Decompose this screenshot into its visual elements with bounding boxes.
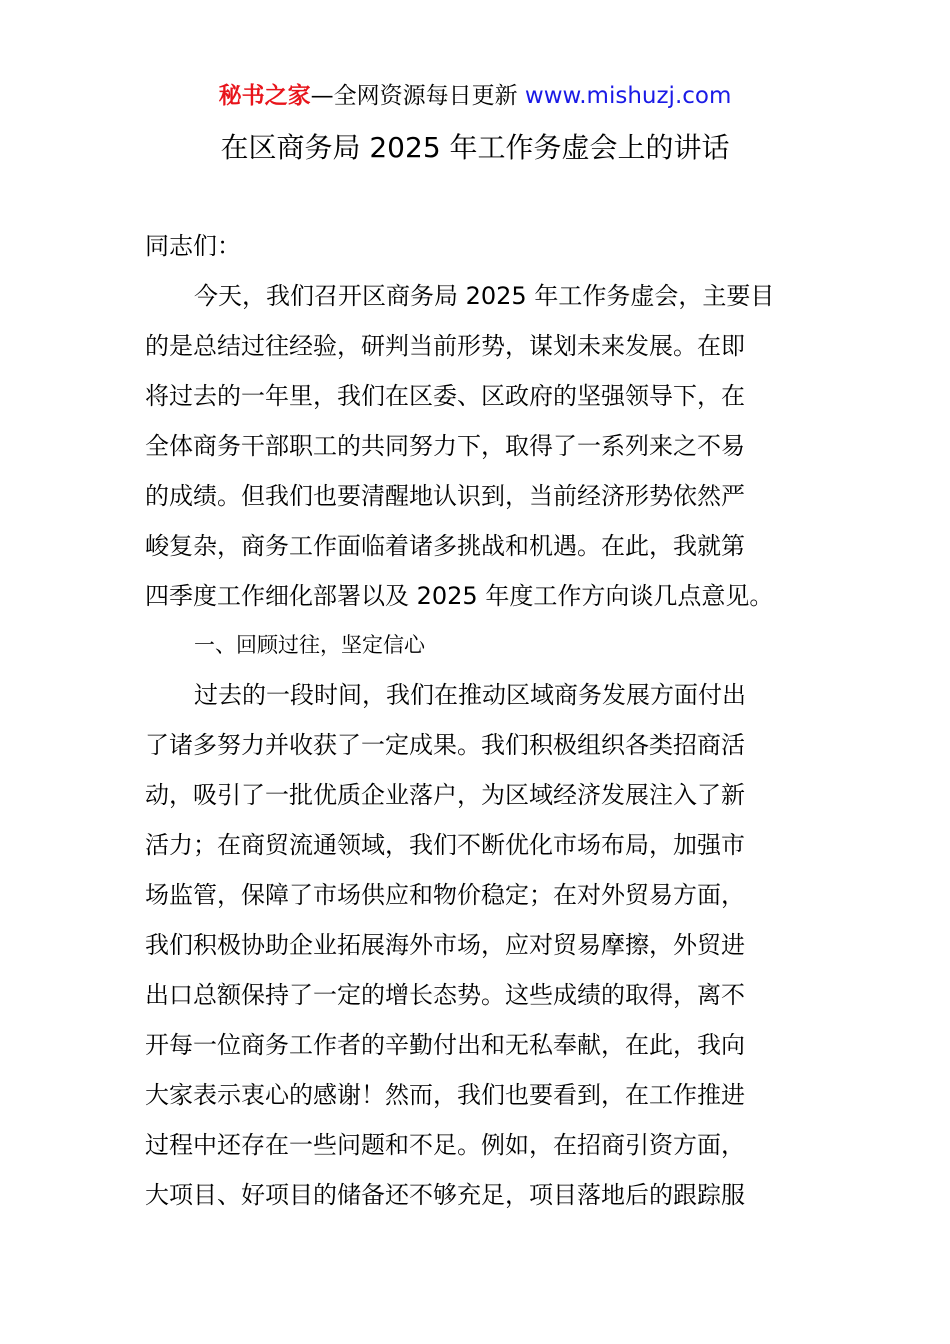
paragraph-review [145,670,810,1220]
paragraph-line: 的是总结过往经验，研判当前形势，谋划未来发展。在即 [145,332,745,360]
paragraph-line: 出口总额保持了一定的增长态势。这些成绩的取得，离不 [145,981,745,1009]
paragraph-line: 的成绩。但我们也要清醒地认识到，当前经济形势依然严 [145,482,745,510]
paragraph-line: 过程中还存在一些问题和不足。例如，在招商引资方面， [145,1131,745,1159]
paragraph-line: 活力；在商贸流通领域，我们不断优化市场布局，加强市 [145,831,745,859]
paragraph-line: 开每一位商务工作者的辛勤付出和无私奉献，在此，我向 [145,1031,745,1059]
paragraph-intro [145,271,810,621]
document-title: 在区商务局 2025 年工作务虚会上的讲话 [220,131,730,164]
paragraph-line: 大项目、好项目的储备还不够充足，项目落地后的跟踪服 [145,1181,745,1209]
paragraph-line: 将过去的一年里，我们在区委、区政府的坚强领导下，在 [145,382,745,410]
paragraph-line: 我们积极协助企业拓展海外市场，应对贸易摩擦，外贸进 [145,931,745,959]
site-header [0,80,950,112]
salutation: 同志们： [145,232,241,260]
header-tagline: —全网资源每日更新 [310,83,518,109]
paragraph-line: 动，吸引了一批优质企业落户，为区域经济发展注入了新 [145,781,745,809]
paragraph-line: 过去的一段时间，我们在推动区域商务发展方面付出 [194,681,746,709]
paragraph-line: 场监管，保障了市场供应和物价稳定；在对外贸易方面， [145,881,745,909]
site-url-link[interactable]: www.mishuzj.com [524,83,732,109]
paragraph-line: 今天，我们召开区商务局 2025 年工作务虚会，主要目 [194,282,775,310]
section-heading: 一、回顾过往，坚定信心 [194,633,425,657]
paragraph-line: 全体商务干部职工的共同努力下，取得了一系列来之不易 [145,432,745,460]
paragraph-line: 了诸多努力并收获了一定成果。我们积极组织各类招商活 [145,731,745,759]
paragraph-line: 大家表示衷心的感谢！然而，我们也要看到，在工作推进 [145,1081,745,1109]
brand-name: 秘书之家 [218,83,311,109]
paragraph-line: 峻复杂，商务工作面临着诸多挑战和机遇。在此，我就第 [145,532,745,560]
paragraph-line: 四季度工作细化部署以及 2025 年度工作方向谈几点意见。 [145,582,774,610]
